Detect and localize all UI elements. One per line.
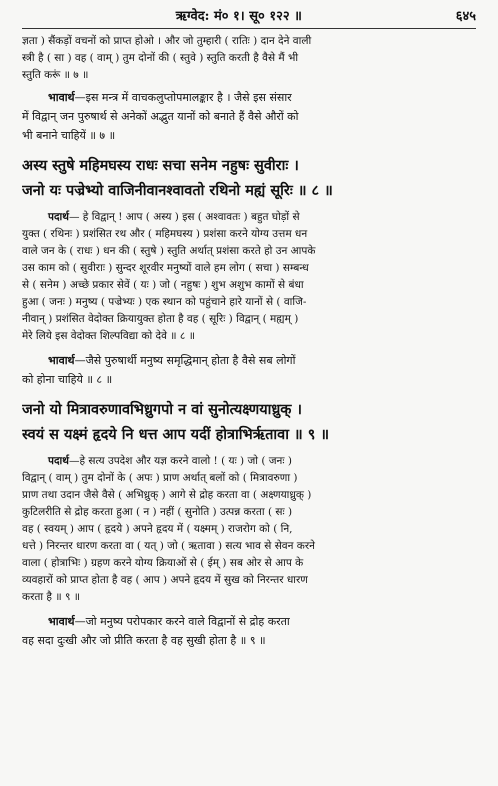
line-text: व्यवहारों को प्राप्त होता है वह ( आप ) अपने हृदय में सुख को निरन्तर धारण	[22, 574, 308, 586]
bhavarth-label: भावार्थ	[48, 615, 75, 628]
line-text: —इस मन्त्र में वाचकलुप्तोपमालङ्कार है । जैसे इस संसार	[74, 91, 292, 104]
padarth-line	[22, 555, 476, 572]
line-text: अस्य स्तुषे महिमघस्य राधः सचा सनेम नहुषः सुवीराः ।	[22, 157, 299, 174]
text-line	[22, 33, 476, 50]
line-text: जनो यः पज्रेभ्यो वाजिनीवानश्वावतो रथिनो मह्यं सूरिः ॥ ८ ॥	[22, 182, 333, 199]
line-text: प्राण तथा उदान जैसे वैसे ( अभिध्रुक् ) आगे से द्रोह करता वा ( अक्ष्णयाध्रुक् )	[22, 489, 312, 501]
padarth-line	[22, 328, 476, 345]
mantra-line	[22, 397, 476, 422]
padarth-line	[22, 487, 476, 504]
line-text: —जैसे पुरुषार्थी मनुष्य समृद्धिमान् होता है वैसे सब लोगों	[74, 354, 296, 367]
mantra-line	[22, 178, 476, 203]
line-text: को होना चाहिये ॥ ८ ॥	[22, 373, 113, 386]
padarth-line	[22, 572, 476, 589]
padarth-line	[22, 243, 476, 260]
line-text: ज्ञता ) सैंकड़ों वचनों को प्राप्त होओ । और जो तुम्हारी ( रातिः ) दान देने वाली	[22, 35, 312, 47]
line-text: से ( सनेम ) अच्छे प्रकार सेवें ( यः ) जो ( नहुषः ) शुभ अशुभ कामों से बंधा	[22, 279, 304, 291]
line-text: स्त्री है ( सा ) वह ( वाम् ) तुम दोनों की ( स्तुवे ) स्तुति करती है वैसे मैं भी	[22, 52, 299, 64]
padarth-line	[22, 538, 476, 555]
line-text: करता है ॥ ९ ॥	[22, 591, 81, 603]
line-text: स्तुति करूं ॥ ७ ॥	[22, 69, 89, 81]
line-text: जनो यो मित्रावरुणावभिध्रुगपो न वां सुनोत्यक्ष्णयाध्रुक् ।	[22, 401, 302, 418]
line-text: धत्ते ) निरन्तर धारण करता वा ( यत् ) जो ( ऋतावा ) सत्य भाव से सेवन करने	[22, 540, 315, 552]
line-text: भी बनाने चाहियें ॥ ७ ॥	[22, 129, 116, 142]
padarth-block	[22, 209, 476, 345]
line-text: हुआ ( जनः ) मनुष्य ( पज्रेभ्यः ) एक स्थान को पहुंचाने हारे यानों से ( वाजि-	[22, 296, 307, 308]
bhavarth-line	[22, 631, 476, 650]
padarth-line	[22, 311, 476, 328]
line-text: विद्वान् ( वाम् ) तुम दोनों के ( अपः ) प्राण अर्थात् बलों को ( मित्रावरुणा )	[22, 472, 298, 484]
padarth-line	[22, 294, 476, 311]
padarth-line	[22, 209, 476, 226]
padarth-line	[22, 589, 476, 606]
header-title: ऋग्वेद: मं० १। सू० १२२ ॥	[175, 9, 302, 24]
page-body	[22, 33, 476, 650]
mantra-block	[22, 153, 476, 203]
line-text: —हे सत्य उपदेश और यज्ञ करने वालो ! ( यः ) जो ( जनः )	[68, 455, 292, 467]
text-block	[22, 33, 476, 84]
bhavarth-line	[22, 126, 476, 145]
line-text: — हे विद्वान् ! आप ( अस्य ) इस ( अश्वावतः ) बहुत घोड़ों से	[68, 211, 300, 223]
line-text: वाले जन के ( राधः ) धन की ( स्तुषे ) स्तुति अर्थात् प्रशंसा करते हो उन आपके	[22, 245, 316, 257]
bhavarth-block	[22, 88, 476, 145]
bhavarth-block	[22, 612, 476, 650]
padarth-line	[22, 277, 476, 294]
line-text: —जो मनुष्य परोपकार करने वाले विद्वानों से द्रोह करता	[74, 615, 290, 628]
bhavarth-label: भावार्थ	[48, 354, 75, 367]
bhavarth-line	[22, 351, 476, 370]
padarth-line	[22, 470, 476, 487]
text-line	[22, 50, 476, 67]
bhavarth-label: भावार्थ	[48, 91, 75, 104]
bhavarth-line	[22, 88, 476, 107]
line-text: वह सदा दुःखी और जो प्रीति करता है वह सुखी होता है ॥ ९ ॥	[22, 634, 266, 647]
bhavarth-line	[22, 370, 476, 389]
page-header	[22, 6, 476, 28]
line-text: स्वयं स यक्ष्मं हृदये नि धत्त आप यदीं होत्राभिर्ऋतावा ॥ ९ ॥	[22, 426, 330, 443]
padarth-label: पदार्थ	[48, 455, 69, 467]
padarth-line	[22, 521, 476, 538]
padarth-block	[22, 453, 476, 606]
line-text: वह ( स्वयम् ) आप ( हृदये ) अपने हृदय में ( यक्ष्मम् ) राजरोग को ( नि,	[22, 523, 293, 535]
line-text: वाला ( होत्राभिः ) ग्रहण करने योग्य क्रियाओं से ( ईम् ) सब ओर से आप के	[22, 557, 304, 569]
mantra-block	[22, 397, 476, 447]
line-text: उस काम को ( सुवीराः ) सुन्दर शूरवीर मनुष्यों वाले हम लोग ( सचा ) सम्बन्ध	[22, 262, 309, 274]
line-text: कुटिलरीति से द्रोह करता हुआ ( न ) नहीं ( सुनोति ) उत्पन्न करता ( सः )	[22, 506, 293, 518]
line-text: में विद्वान् जन पुरुषार्थ से अनेकों अद्भुत यानों को बनाते हैं वैसे औरों को	[22, 110, 299, 123]
line-text: मेरे लिये इस वेदोक्त शिल्पविद्या को देवे ॥ ८ ॥	[22, 330, 195, 342]
text-line	[22, 67, 476, 84]
line-text: युक्त ( रथिनः ) प्रशंसित रथ और ( महिमघस्य ) प्रशंसा करने योग्य उत्तम धन	[22, 228, 308, 240]
padarth-line	[22, 260, 476, 277]
padarth-line	[22, 504, 476, 521]
padarth-line	[22, 226, 476, 243]
bhavarth-line	[22, 107, 476, 126]
mantra-line	[22, 422, 476, 447]
padarth-line	[22, 453, 476, 470]
bhavarth-line	[22, 612, 476, 631]
padarth-label: पदार्थ	[48, 211, 69, 223]
bhavarth-block	[22, 351, 476, 389]
header-rule	[22, 28, 476, 29]
mantra-line	[22, 153, 476, 178]
line-text: नीवान् ) प्रशंसित वेदोक्त क्रियायुक्त होता है वह ( सूरिः ) विद्वान् ( मह्यम् )	[22, 313, 299, 325]
page-number: ६४५	[455, 9, 476, 24]
